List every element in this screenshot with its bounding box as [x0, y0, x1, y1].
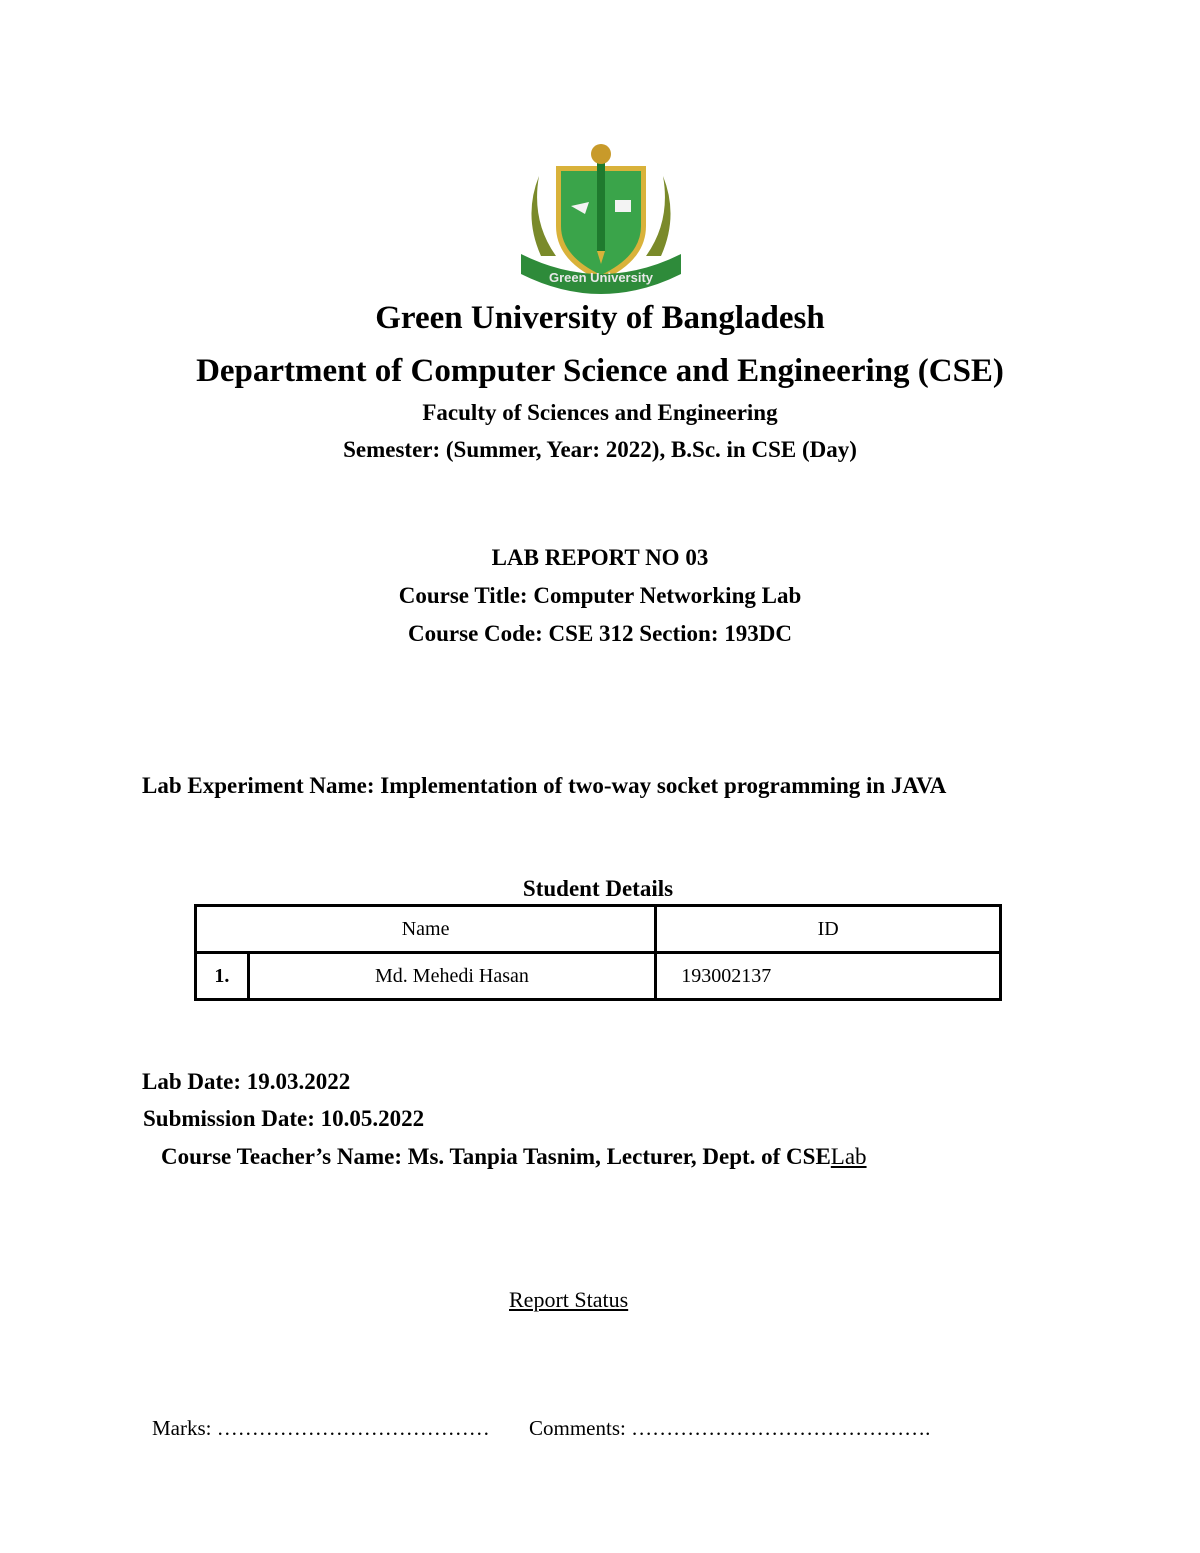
- report-status-title: Report Status: [509, 1287, 629, 1312]
- submission-date: Submission Date: 10.05.2022: [143, 1106, 425, 1131]
- wreath-right: [646, 176, 671, 256]
- course-teacher: [161, 1144, 867, 1170]
- faculty-name: Faculty of Sciences and Engineering: [422, 400, 778, 425]
- book-icon: [615, 200, 631, 212]
- lab-date: Lab Date: 19.03.2022: [142, 1069, 351, 1094]
- table-row: [196, 953, 1001, 1000]
- teacher-suffix: Lab: [830, 1144, 867, 1169]
- id-header: ID: [656, 906, 1001, 953]
- student-name-cell: Md. Mehedi Hasan: [248, 953, 656, 1000]
- department-name: Department of Computer Science and Engineering (CSE): [196, 353, 1004, 389]
- pen-icon: [597, 156, 605, 251]
- wreath-left: [531, 176, 556, 256]
- marks-field: Marks: …………………………………: [152, 1416, 490, 1440]
- student-id-cell: 193002137: [656, 953, 1001, 1000]
- crown-icon: [591, 144, 611, 164]
- report-number: LAB REPORT NO 03: [491, 545, 709, 570]
- semester-info: Semester: (Summer, Year: 2022), B.Sc. in CSE (Day): [343, 437, 857, 462]
- table-header-row: [196, 906, 1001, 953]
- university-name: Green University of Bangladesh: [375, 300, 825, 336]
- university-logo: [511, 136, 691, 296]
- serial-cell: 1.: [196, 953, 249, 1000]
- teacher-name: Course Teacher’s Name: Ms. Tanpia Tasnim, Lecturer, Dept. of CSE: [161, 1144, 831, 1169]
- name-header: Name: [196, 906, 656, 953]
- marks-comments-row: [152, 1416, 930, 1441]
- experiment-name: Lab Experiment Name: Implementation of two-way socket programming in JAVA: [142, 773, 947, 798]
- student-table: [194, 904, 1002, 1001]
- student-details-title: Student Details: [522, 876, 674, 901]
- course-code: Course Code: CSE 312 Section: 193DC: [408, 621, 792, 646]
- course-title: Course Title: Computer Networking Lab: [398, 583, 802, 608]
- logo-text: Green University: [548, 270, 654, 285]
- comments-field: Comments: …………………………………….: [529, 1416, 931, 1440]
